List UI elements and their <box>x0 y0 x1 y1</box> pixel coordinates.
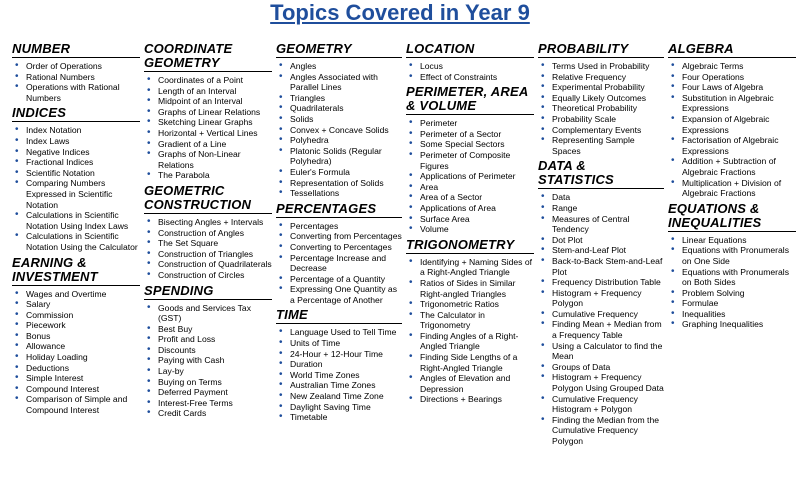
topic-item: • Graphs of Non-Linear Relations <box>144 149 272 170</box>
section-heading: GEOMETRIC CONSTRUCTION <box>144 184 272 214</box>
topic-item: • Stem-and-Leaf Plot <box>538 245 664 256</box>
topic-item: • Finding Mean + Median from a Frequency Table <box>538 319 664 340</box>
topic-item: • Calculations in Scientific Notation Using the Calculator <box>12 231 140 252</box>
topic-section <box>668 42 796 199</box>
topic-item: • Calculations in Scientific Notation Using Index Laws <box>12 210 140 231</box>
topic-item: • Locus <box>406 61 534 72</box>
topic-item: • Histogram + Frequency Polygon Using Grouped Data <box>538 372 664 393</box>
topic-item: • Linear Equations <box>668 235 796 246</box>
topic-item: • Quadrilaterals <box>276 103 402 114</box>
topic-item: • Interest-Free Terms <box>144 398 272 409</box>
topic-item: • Back-to-Back Stem-and-Leaf Plot <box>538 256 664 277</box>
column-4 <box>406 42 534 408</box>
topic-item: • Wages and Overtime <box>12 289 140 300</box>
topic-section <box>12 106 140 252</box>
topic-item: • Operations with Rational Numbers <box>12 82 140 103</box>
section-heading: DATA & STATISTICS <box>538 159 664 189</box>
topic-item: • Problem Solving <box>668 288 796 299</box>
topic-item: • Paying with Cash <box>144 355 272 366</box>
topic-section <box>144 284 272 420</box>
column-6 <box>668 42 796 333</box>
topic-item: • Percentage Increase and Decrease <box>276 253 402 274</box>
topic-item: • Graphs of Linear Relations <box>144 107 272 118</box>
topic-section <box>406 85 534 235</box>
topic-item: • Angles Associated with Parallel Lines <box>276 72 402 93</box>
topic-item: • Four Laws of Algebra <box>668 82 796 93</box>
topic-item: • Experimental Probability <box>538 82 664 93</box>
topic-item: • Percentage of a Quantity <box>276 274 402 285</box>
topic-item: • Using a Calculator to find the Mean <box>538 341 664 362</box>
topic-item: • Terms Used in Probability <box>538 61 664 72</box>
topic-item: • The Calculator in Trigonometry <box>406 310 534 331</box>
topic-item: • Probability Scale <box>538 114 664 125</box>
topic-item: • Surface Area <box>406 214 534 225</box>
topic-item: • Daylight Saving Time <box>276 402 402 413</box>
topic-item: • Negative Indices <box>12 147 140 158</box>
page-title: Topics Covered in Year 9 <box>270 0 530 25</box>
topic-item: • Measures of Central Tendency <box>538 214 664 235</box>
topic-section <box>276 308 402 422</box>
topic-item: • Holiday Loading <box>12 352 140 363</box>
topic-item: • Converting to Percentages <box>276 242 402 253</box>
section-heading: LOCATION <box>406 42 534 58</box>
topic-section <box>276 202 402 306</box>
topic-item: • Inequalities <box>668 309 796 320</box>
topic-item: • Area of a Sector <box>406 192 534 203</box>
topic-item: • Area <box>406 182 534 193</box>
topic-item: • Cumulative Frequency <box>538 309 664 320</box>
topic-item: • Convex + Concave Solids <box>276 125 402 136</box>
topic-item: • Representing Sample Spaces <box>538 135 664 156</box>
topic-item: • Deductions <box>12 363 140 374</box>
topic-item: • Timetable <box>276 412 402 423</box>
topic-item: • Compound Interest <box>12 384 140 395</box>
topic-item: • Relative Frequency <box>538 72 664 83</box>
topic-item: • Midpoint of an Interval <box>144 96 272 107</box>
topic-item: • Platonic Solids (Regular Polyhedra) <box>276 146 402 167</box>
topic-item: • Representation of Solids <box>276 178 402 189</box>
topic-item: • Comparison of Simple and Compound Interest <box>12 394 140 415</box>
topic-item: • Applications of Perimeter <box>406 171 534 182</box>
section-heading: SPENDING <box>144 284 272 300</box>
topic-list <box>12 289 140 416</box>
topic-item: • The Parabola <box>144 170 272 181</box>
topic-item: • Salary <box>12 299 140 310</box>
topic-item: • Finding Side Lengths of a Right-Angled Triangle <box>406 352 534 373</box>
topic-list <box>276 221 402 306</box>
topic-item: • Best Buy <box>144 324 272 335</box>
topic-list <box>406 61 534 82</box>
column-1 <box>12 42 140 419</box>
topic-item: • Ratios of Sides in Similar Right-angled Triangles <box>406 278 534 299</box>
topic-item: • Equations with Pronumerals on One Side <box>668 245 796 266</box>
topic-item: • Applications of Area <box>406 203 534 214</box>
topic-section <box>276 42 402 199</box>
topic-item: • Allowance <box>12 341 140 352</box>
topic-item: • Perimeter of Composite Figures <box>406 150 534 171</box>
topic-list <box>538 61 664 156</box>
topic-item: • Construction of Circles <box>144 270 272 281</box>
topic-item: • Graphing Inequalities <box>668 319 796 330</box>
topic-list <box>144 75 272 181</box>
topic-list <box>12 125 140 252</box>
topic-section <box>668 202 796 330</box>
topic-item: • Construction of Quadrilaterals <box>144 259 272 270</box>
section-heading: GEOMETRY <box>276 42 402 58</box>
topic-item: • Triangles <box>276 93 402 104</box>
topic-section <box>144 184 272 281</box>
topic-item: • Angles of Elevation and Depression <box>406 373 534 394</box>
section-heading: TIME <box>276 308 402 324</box>
topic-list <box>12 61 140 103</box>
topic-item: • World Time Zones <box>276 370 402 381</box>
topic-item: • Buying on Terms <box>144 377 272 388</box>
topic-list <box>668 61 796 199</box>
section-heading: PERIMETER, AREA & VOLUME <box>406 85 534 115</box>
topic-item: • Perimeter <box>406 118 534 129</box>
topic-item: • Construction of Angles <box>144 228 272 239</box>
topic-item: • Trigonometric Ratios <box>406 299 534 310</box>
section-heading: EQUATIONS & INEQUALITIES <box>668 202 796 232</box>
section-heading: NUMBER <box>12 42 140 58</box>
topic-item: • Duration <box>276 359 402 370</box>
topic-item: • Scientific Notation <box>12 168 140 179</box>
topic-item: • Solids <box>276 114 402 125</box>
topic-item: • Addition + Subtraction of Algebraic Fractions <box>668 156 796 177</box>
topic-item: • Sketching Linear Graphs <box>144 117 272 128</box>
topic-item: • Factorisation of Algebraic Expressions <box>668 135 796 156</box>
topic-item: • Index Notation <box>12 125 140 136</box>
topic-item: • Goods and Services Tax (GST) <box>144 303 272 324</box>
section-heading: INDICES <box>12 106 140 122</box>
topic-item: • Data <box>538 192 664 203</box>
topic-section <box>144 42 272 181</box>
topic-item: • Cumulative Frequency Histogram + Polygon <box>538 394 664 415</box>
topic-item: • Complementary Events <box>538 125 664 136</box>
topic-item: • Credit Cards <box>144 408 272 419</box>
section-heading: ALGEBRA <box>668 42 796 58</box>
topic-item: • Bisecting Angles + Intervals <box>144 217 272 228</box>
topic-item: • Polyhedra <box>276 135 402 146</box>
topic-item: • Discounts <box>144 345 272 356</box>
topic-item: • Lay-by <box>144 366 272 377</box>
topic-item: • Rational Numbers <box>12 72 140 83</box>
topic-item: • New Zealand Time Zone <box>276 391 402 402</box>
column-3 <box>276 42 402 426</box>
topic-item: • Identifying + Naming Sides of a Right-Angled Triangle <box>406 257 534 278</box>
topic-item: • Length of an Interval <box>144 86 272 97</box>
topic-item: • Profit and Loss <box>144 334 272 345</box>
topic-item: • The Set Square <box>144 238 272 249</box>
topic-item: • Percentages <box>276 221 402 232</box>
topic-item: • Multiplication + Division of Algebraic Fractions <box>668 178 796 199</box>
topic-item: • Angles <box>276 61 402 72</box>
topic-item: • Directions + Bearings <box>406 394 534 405</box>
topic-item: • Substitution in Algebraic Expressions <box>668 93 796 114</box>
topic-list <box>276 327 402 422</box>
topic-item: • Euler's Formula <box>276 167 402 178</box>
topic-section <box>12 256 140 416</box>
topic-item: • Fractional Indices <box>12 157 140 168</box>
topic-item: • Finding Angles of a Right-Angled Triangle <box>406 331 534 352</box>
topic-item: • Deferred Payment <box>144 387 272 398</box>
topic-item: • Some Special Sectors <box>406 139 534 150</box>
column-5 <box>538 42 664 450</box>
topic-item: • Four Operations <box>668 72 796 83</box>
topic-item: • Range <box>538 203 664 214</box>
topic-section <box>406 42 534 82</box>
topic-list <box>538 192 664 446</box>
topic-item: • Histogram + Frequency Polygon <box>538 288 664 309</box>
topic-item: • Index Laws <box>12 136 140 147</box>
topic-list <box>144 303 272 420</box>
topic-item: • Groups of Data <box>538 362 664 373</box>
topic-list <box>406 257 534 405</box>
topic-item: • Units of Time <box>276 338 402 349</box>
topic-item: • Theoretical Probability <box>538 103 664 114</box>
topic-item: • Perimeter of a Sector <box>406 129 534 140</box>
topic-item: • Gradient of a Line <box>144 139 272 150</box>
topic-list <box>668 235 796 330</box>
topic-item: • 24-Hour + 12-Hour Time <box>276 349 402 360</box>
topic-item: • Horizontal + Vertical Lines <box>144 128 272 139</box>
topic-item: • Volume <box>406 224 534 235</box>
topic-item: • Expressing One Quantity as a Percentage of Another <box>276 284 402 305</box>
topic-list <box>406 118 534 235</box>
topic-item: • Equations with Pronumerals on Both Sides <box>668 267 796 288</box>
topic-item: • Order of Operations <box>12 61 140 72</box>
topic-item: • Dot Plot <box>538 235 664 246</box>
topic-section <box>406 238 534 405</box>
topic-item: • Bonus <box>12 331 140 342</box>
topic-list <box>276 61 402 199</box>
topic-section <box>12 42 140 103</box>
topic-item: • Piecework <box>12 320 140 331</box>
topic-item: • Australian Time Zones <box>276 380 402 391</box>
topic-item: • Tessellations <box>276 188 402 199</box>
topic-item: • Equally Likely Outcomes <box>538 93 664 104</box>
topic-item: • Converting from Percentages <box>276 231 402 242</box>
column-2 <box>144 42 272 422</box>
section-heading: EARNING & INVESTMENT <box>12 256 140 286</box>
topic-list <box>144 217 272 281</box>
section-heading: TRIGONOMETRY <box>406 238 534 254</box>
topic-section <box>538 42 664 156</box>
topic-item: • Construction of Triangles <box>144 249 272 260</box>
topic-item: • Frequency Distribution Table <box>538 277 664 288</box>
topic-item: • Comparing Numbers Expressed in Scientific Notation <box>12 178 140 210</box>
topic-item: • Effect of Constraints <box>406 72 534 83</box>
section-heading: PERCENTAGES <box>276 202 402 218</box>
topic-section <box>538 159 664 446</box>
topic-item: • Coordinates of a Point <box>144 75 272 86</box>
topic-item: • Algebraic Terms <box>668 61 796 72</box>
section-heading: COORDINATE GEOMETRY <box>144 42 272 72</box>
topic-item: • Language Used to Tell Time <box>276 327 402 338</box>
topic-item: • Expansion of Algebraic Expressions <box>668 114 796 135</box>
topic-item: • Finding the Median from the Cumulative Frequency Polygon <box>538 415 664 447</box>
topic-item: • Formulae <box>668 298 796 309</box>
topic-item: • Simple Interest <box>12 373 140 384</box>
topic-item: • Commission <box>12 310 140 321</box>
section-heading: PROBABILITY <box>538 42 664 58</box>
